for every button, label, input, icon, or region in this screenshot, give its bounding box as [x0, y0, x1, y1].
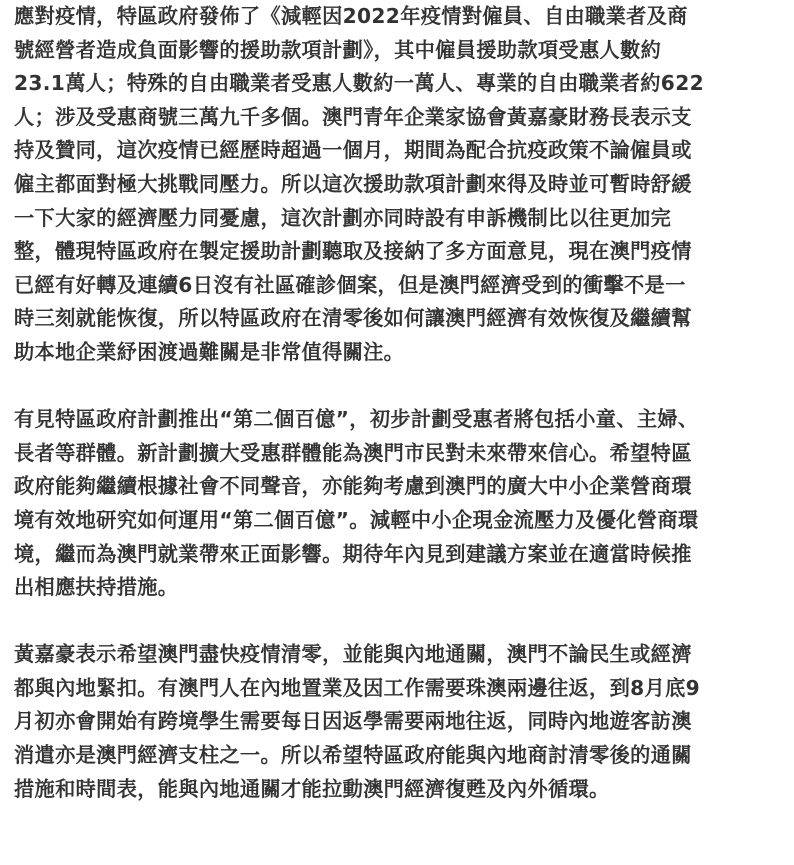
text-line: 境有效地研究如何運用“第二個百億”。減輕中小企現金流壓力及優化營商環: [14, 507, 699, 532]
text-line: 消遣亦是澳門經濟支柱之一。所以希望特區政府能與內地商討清零後的通關: [14, 743, 692, 768]
text-line: 23.1萬人；特殊的自由職業者受惠人數約一萬人、專業的自由職業者約622: [14, 71, 704, 96]
text-line: 出相應扶持措施。: [14, 575, 179, 600]
text-line: 都與內地緊扣。有澳門人在內地置業及因工作需要珠澳兩邊往返，到8月底9: [14, 675, 700, 700]
text-line: 持及贊同，這次疫情已經歷時超過一個月，期間為配合抗疫政策不論僱員或: [14, 138, 692, 163]
text-line: 助本地企業紓困渡過難關是非常值得關注。: [14, 339, 405, 364]
article-body: [14, 0, 789, 840]
text-line: 已經有好轉及連續6日沒有社區確診個案，但是澳門經濟受到的衝擊不是一: [14, 272, 686, 297]
paragraph-2: [14, 403, 789, 605]
text-line: 號經營者造成負面影響的援助款項計劃》，其中僱員援助款項受惠人數約: [14, 37, 662, 62]
text-line: 應對疫情，特區政府發佈了《減輕因2022年疫情對僱員、自由職業者及商: [14, 4, 688, 28]
text-line: 措施和時間表，能與內地通關才能拉動澳門經濟復甦及內外循環。: [14, 776, 610, 801]
paragraph-3: [14, 638, 789, 806]
text-line: 長者等群體。新計劃擴大受惠群體能為澳門市民對未來帶來信心。希望特區: [14, 440, 692, 465]
text-line: 政府能夠繼續根據社會不同聲音，亦能夠考慮到澳門的廣大中小企業營商環: [14, 474, 692, 499]
text-line: 有見特區政府計劃推出“第二個百億”，初步計劃受惠者將包括小童、主婦、: [14, 407, 699, 432]
text-line: 境，繼而為澳門就業帶來正面影響。期待年內見到建議方案並在適當時候推: [14, 541, 692, 566]
text-line: 整，體現特區政府在製定援助計劃聽取及接納了多方面意見，現在澳門疫情: [14, 239, 692, 264]
text-line: 一下大家的經濟壓力同憂慮，這次計劃亦同時設有申訴機制比以往更加完: [14, 205, 672, 230]
paragraph-1: [14, 0, 789, 370]
text-line: 月初亦會開始有跨境學生需要每日因返學需要兩地往返，同時內地遊客訪澳: [14, 709, 692, 734]
text-line: 時三刻就能恢復，所以特區政府在清零後如何讓澳門經濟有效恢復及繼續幫: [14, 306, 692, 331]
text-line: 人；涉及受惠商號三萬九千多個。澳門青年企業家協會黃嘉豪財務長表示支: [14, 104, 692, 129]
text-line: 僱主都面對極大挑戰同壓力。所以這次援助款項計劃來得及時並可暫時舒緩: [14, 171, 692, 196]
text-line: 黃嘉豪表示希望澳門盡快疫情清零，並能與內地通關，澳門不論民生或經濟: [14, 642, 692, 667]
